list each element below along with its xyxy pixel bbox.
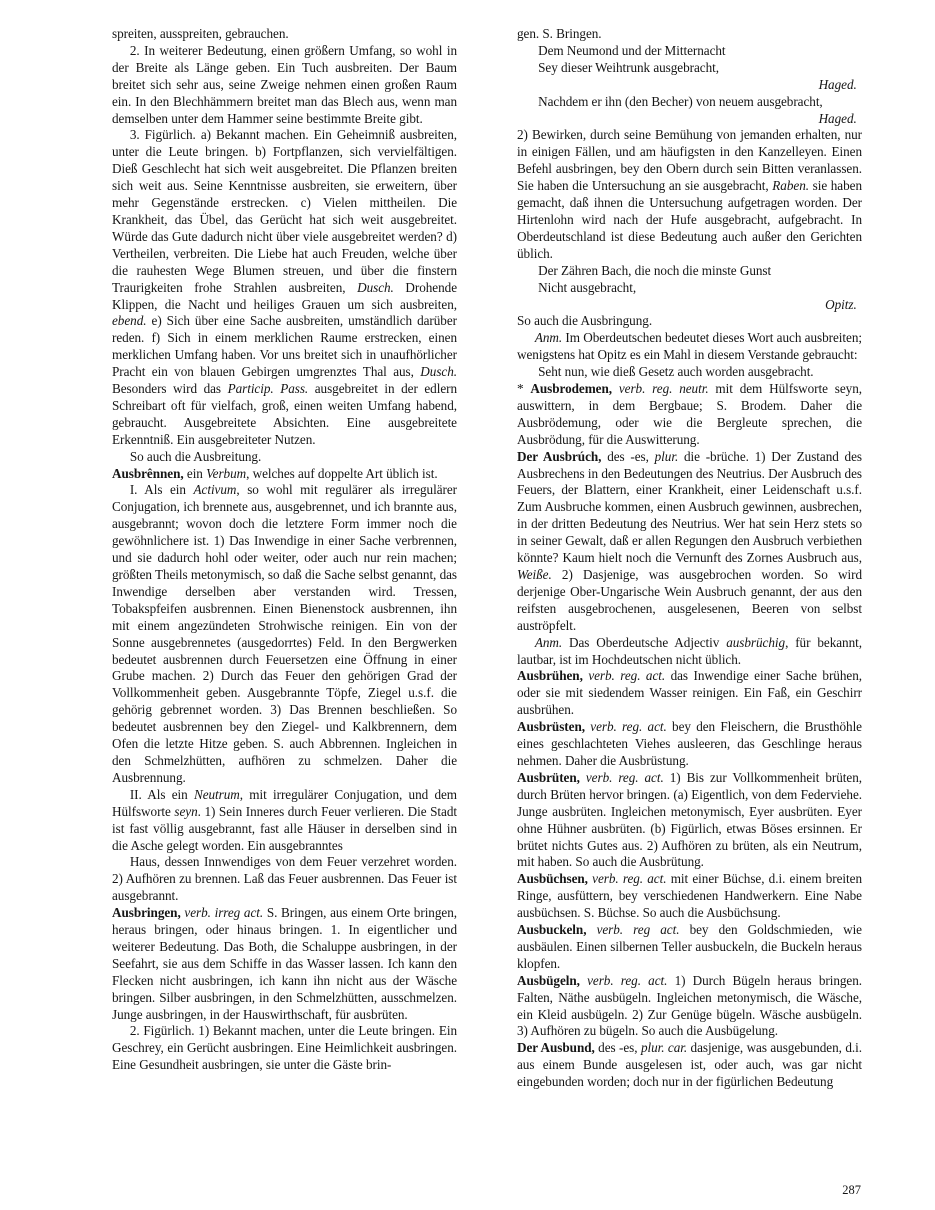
text-run: dasjenige, was ausgebunden, d.i. aus einem Bunde ausgelesen ist, oder auch, was gar nicht eingebunden worden; doch nur in der figürlichen Bedeutung [517, 1040, 862, 1090]
headword: Der Ausbund, [517, 1040, 595, 1056]
text-run: 2) Bewirken, durch seine Bemühung von jemanden erhalten, nur in einigen Fällen, und am häufigsten in den Kanzelleyen. Einen Befehl ausbringen, bey den Obern durch sein Bitten veranlassen. Sie haben die Untersuchung an sie ausgebracht, [517, 127, 862, 194]
italic-text: verb. reg act. [596, 922, 680, 938]
italic-text: Activum [193, 482, 237, 498]
text-run: Nicht ausgebracht, [538, 279, 637, 295]
text-run: Der Zähren Bach, die noch die minste Gunst [538, 262, 772, 278]
italic-text: plur. [654, 448, 679, 464]
text-run: e) Sich über eine Sache ausbreiten, umständlich darüber reden. f) Sich in einem merklichen Raume erstrecken, einen merklichen Umfang haben. Vor uns breitet sich in unaufhörlicher Pracht ein von blauen Gebirgen umgrenztes Thal aus, [112, 313, 457, 380]
italic-text: plur. car. [640, 1040, 688, 1056]
text-run: Drohende Klippen, die Nacht und heiliges Grauen um sich ausbreiten, [112, 279, 458, 312]
italic-text: Particip. Pass. [227, 381, 309, 397]
headword: Ausbrênnen, [112, 465, 184, 481]
paragraph [517, 381, 862, 449]
paragraph [112, 905, 457, 1023]
text-run [586, 922, 596, 937]
text-run: die -brüche. 1) Der Zustand des Ausbrechens in den Bedeutungen des Neutrius. Der Ausbruch des Feuers, der Blattern, einer Krankheit, einer Leidenschaft u.s.f. Zum Ausbruche kommen, einen Ausbruch gewinnen, ausbrechen, in der dritten Bedeutung des Neutrius. Wer hat sein Herz stets so in seiner Gewalt, daß er allen Regungen den Ausbruch verbiethen könnte? Kaum hielt noch die Vernunft des Zornes Ausbruch aus, [517, 448, 862, 566]
text-run: II. Als ein [129, 786, 194, 802]
headword: Ausbüchsen, [517, 871, 588, 887]
italic-text: Haged. [818, 76, 857, 92]
paragraph [517, 77, 862, 94]
italic-text: Raben. [772, 178, 809, 194]
text-run: 2. Figürlich. 1) Bekannt machen, unter die Leute bringen. Ein Geschrey, ein Gerücht ausbringen. Eine Heimlichkeit ausbringen. Eine Gesundheit ausbringen, sie unter die Gäste brin- [112, 1023, 457, 1073]
text-run: Dem Neumond und der Mitternacht [538, 42, 726, 58]
paragraph [517, 449, 862, 635]
paragraph [112, 482, 457, 786]
italic-text: verb. irreg act. [184, 905, 264, 921]
text-run: * [517, 381, 531, 397]
paragraph [517, 127, 862, 262]
paragraph [112, 787, 457, 855]
text-run: bey den Goldschmieden, wie ausbäulen. Einen silbernen Teller ausbuckeln, die Buckeln heraus klopfen. [517, 922, 862, 971]
text-run: , welches auf doppelte Art üblich ist. [246, 465, 438, 481]
paragraph [517, 60, 862, 77]
italic-text: verb. reg. act. [587, 972, 668, 988]
paragraph [517, 1040, 862, 1091]
headword: Ausbrodemen, [530, 381, 612, 397]
headword: Ausbügeln, [517, 972, 580, 988]
text-run: Haus, dessen Innwendiges von dem Feuer verzehret worden. 2) Aufhören zu brennen. Laß das Feuer ausbrennen. Das Feuer ist ausgebrannt. [112, 854, 457, 904]
headword: Ausbrüten, [517, 769, 580, 785]
text-run: 3. Figürlich. a) Bekannt machen. Ein Geheimniß ausbreiten, unter die Leute bringen. b) Fortpflanzen, sich vervielfältigen. Dieß Geschlecht hat sich weit ausgebreitet. Die Pflanzen breiten sich weit aus. Seine Kenntnisse ausbreiten, sie erweitern, über mehr Gegenstände erstrecken. c) Vielen mittheilen. Die Krankheit, das Übel, das Gerücht hat sich weit ausgebreitet. Würde das Gute dadurch nicht über viele ausgebreitet werden? d) Vertheilen, verbreiten. Die Liebe hat auch Freuden, welche über die rauhesten Wege Blumen streuen, und über die finstern Traurigkeiten frohe Strahlen ausbreiten, [112, 127, 457, 295]
text-run: des -es, [594, 1040, 641, 1056]
paragraph [517, 313, 862, 330]
paragraph [517, 635, 862, 669]
text-run: Seht nun, wie dieß Gesetz auch worden ausgebracht. [538, 364, 814, 380]
italic-text: Weiße. [517, 567, 552, 582]
paragraph [517, 330, 862, 364]
text-run: , mit irregulärer Conjugation, und dem Hülfsworte [112, 786, 457, 819]
paragraph [517, 922, 862, 973]
paragraph [517, 111, 862, 128]
text-run: So auch die Ausbringung. [517, 313, 653, 329]
text-run: 2) Dasjenige, was ausgebrochen worden. So wird derjenige Ober-Ungarische Wein Ausbruch genannt, der aus den reifsten ausgebrochenen, ausgelesenen, Beeren von selbst auströpfelt. [517, 567, 862, 633]
text-run: das Inwendige einer Sache brühen, oder sie mit siedendem Wasser reinigen. Ein Faß, ein Geschirr ausbrühen. [517, 668, 862, 718]
italic-text: Opitz. [825, 296, 857, 312]
text-run: , so wohl mit regulärer als irregulärer Conjugation, ich brennete aus, ausgebrennet, und ich brannte aus, ausgebrannt; wovon doch die letztere Form immer noch die gewöhnlichere ist. 1) Das Inwendige in einer Sache verbrennen, und sie dadurch hohl oder weiter, oder auch nur rein machen; größten Theils metonymisch, so daß die Sache selbst genannt, das Inwendige derselben aber verstanden wird. Tressen, Tobakspfeifen ausbrennen. Einen Bienenstock ausbrennen, ihn mit einem angezündeten Strohwische reinigen. Ein von der Sonne ausgebrennetes (ausgedorrtes) Feld. In den Bergwerken bedeutet ausbrennen durch Feuersetzen eine Öffnung in einer Grube machen. 2) Durch das Feuer den gehörigen Grad der Vollkommenheit geben. Ausgebrannte Töpfe, Ziegel u.s.f. die gehörig gebrennet worden. 3) Das Brennen beschließen. So bedeutet ausbrennen bey den Ziegel- und Kalkbrennern, dem Ofen die letzte Hitze geben. S. auch Abbrennen. Ingleichen in den Schmelzhütten, aufhören zu schmelzen. Daher die Ausbrennung. [112, 482, 457, 785]
headword: Ausbuckeln, [517, 922, 587, 938]
text-run: gen. S. Bringen. [517, 26, 602, 41]
italic-text: Anm. [534, 330, 563, 346]
paragraph [517, 280, 862, 297]
text-run: Das Oberdeutsche Adjectiv [562, 634, 727, 650]
page-number: 287 [842, 1183, 861, 1197]
italic-text: ebend. [112, 313, 147, 329]
paragraph [517, 94, 862, 111]
italic-text: verb. reg. act. [590, 719, 667, 735]
text-run: So auch die Ausbreitung. [129, 448, 262, 464]
text-run [612, 381, 619, 396]
paragraph [112, 854, 457, 905]
column-left [112, 26, 457, 1091]
text-run: mit einer Büchse, d.i. einem breiten Ringe, ausfüttern, bey verschiedenen Handwerkern. Eine Nabe ausbüchsen. S. Büchse. So auch die Ausbüchsung. [517, 871, 863, 921]
text-run: 1) Bis zur Vollkommenheit brüten, durch Brüten hervor bringen. (a) Eigentlich, von dem Federviehe. Junge ausbrüten. Ingleichen metonymisch, Eyer ausbrüten. Eyer ohne Hühner ausbrüten. (b) Figürlich, etwas Böses ersinnen. Er brütet nichts Gutes aus. 2) Aufhören zu brüten, als ein Neutrum, mit haben. So auch die Ausbrütung. [517, 769, 862, 870]
italic-text: verb. reg. act. [592, 871, 667, 887]
text-run: spreiten, ausspreiten, gebrauchen. [112, 26, 289, 41]
headword: Ausbringen, [112, 905, 181, 921]
italic-text: Neutrum [193, 786, 240, 802]
text-run: S. Bringen, aus einem Orte bringen, heraus bringen, oder hinaus bringen. 1. In eigentlicher und weiterer Bedeutung. Das Both, die Schaluppe ausbringen, in der Seefahrt, sie aus dem Schiffe in das Wasser lassen. Ich kann den Flecken nicht ausbringen, ich kann ihn nicht aus der Wäsche bringen. Silber ausbringen, in den Schmelzhütten, ausschmelzen. Junge ausbringen, in der Hauswirthschaft, für ausbrüten. [112, 905, 457, 1022]
paragraph [517, 871, 862, 922]
text-run: des -es, [601, 448, 655, 464]
text-run: . 1) Sein Inneres durch Feuer verlieren. Die Stadt ist fast völlig ausgebrannt, fast alle Häuser in derselben sind in die Asche gelegt worden. Ein ausgebranntes [112, 803, 457, 853]
paragraph [112, 43, 457, 128]
headword: Ausbrüsten, [517, 719, 585, 735]
italic-text: Haged. [818, 110, 857, 126]
italic-text: verb. reg. act. [588, 668, 666, 684]
paragraph [112, 1023, 457, 1074]
text-run: ausgebreitet in der edlern Schreibart oft für vielfach, groß, einen weiten Umfang habend, gebraucht. Ausgebreitete Absichten. Eine ausgebreitete Erkenntniß. Ein ausgebreiteter Nutzen. [112, 381, 458, 447]
text-run: 2. In weiterer Bedeutung, einen größern Umfang, so wohl in der Breite als Länge geben. Ein Tuch ausbreiten. Der Baum breitet sich sehr aus, seine Zweige nehmen einen großen Raum ein. In den Blechhämmern breitet man das Blech aus, wenn man demselben unter dem Hammer seine bestimmte Breite gibt. [112, 42, 457, 126]
paragraph [517, 297, 862, 314]
text-run: mit dem Hülfsworte seyn, auswittern, in dem Bergbaue; S. Brodem. Daher die Ausbrödemung, oder wie die Bergleute sprechen, die Ausbrödung, für die Auswitterung. [517, 381, 863, 447]
paragraph [517, 719, 862, 770]
paragraph [112, 466, 457, 483]
paragraph [112, 26, 457, 43]
text-run: Im Oberdeutschen bedeutet dieses Wort auch ausbreiten; wenigstens hat Opitz es ein Mahl in diesem Verstande gebraucht: [517, 330, 862, 363]
italic-text: ausbrüchig [726, 634, 786, 650]
text-run: sie haben gemacht, daß ihnen die Untersuchung aufgetragen worden. Der Hirtenlohn wird nach der Hufe ausgebracht, aufgebracht. In Oberdeutschland ist diese Bedeutung auch außer den Gerichten üblich. [517, 178, 863, 261]
paragraph [517, 364, 862, 381]
italic-text: Dusch. [420, 364, 457, 380]
text-run: Nachdem er ihn (den Becher) von neuem ausgebracht, [538, 93, 823, 109]
italic-text: verb. reg. neutr. [618, 381, 709, 397]
text-run: I. Als ein [129, 482, 194, 498]
paragraph [112, 449, 457, 466]
paragraph [112, 127, 457, 448]
text-run: ein [183, 465, 207, 481]
paragraph [517, 263, 862, 280]
text-columns [112, 26, 862, 1091]
text-run: 1) Durch Bügeln heraus bringen. Falten, Näthe ausbügeln. Ingleichen metonymisch, die Wäsche, ein Kleid ausbügeln. 2) Zur Genüge bügeln. Wäsche ausbügeln. 3) Aufhören zu bügeln. So auch die Ausbügelung. [517, 972, 863, 1039]
paragraph [517, 26, 862, 43]
italic-text: seyn [174, 803, 198, 819]
text-run: bey den Fleischern, die Brusthöhle eines geschlachteten Viehes ausleeren, das Geschlinge heraus nehmen. Daher die Ausbrüstung. [517, 719, 862, 768]
column-right [517, 26, 862, 1091]
text-run: Sey dieser Weihtrunk ausgebracht, [538, 59, 719, 75]
paragraph [517, 668, 862, 719]
paragraph [517, 973, 862, 1041]
text-run: , für bekannt, lautbar, ist im Hochdeutschen nicht üblich. [517, 634, 862, 667]
paragraph [517, 770, 862, 871]
italic-text: verb. reg. act. [585, 769, 664, 785]
text-run: Besonders wird das [112, 381, 228, 397]
paragraph [517, 43, 862, 60]
italic-text: Anm. [534, 634, 563, 650]
italic-text: Verbum [206, 465, 247, 481]
headword: Der Ausbrúch, [517, 448, 602, 464]
italic-text: Dusch. [357, 279, 394, 295]
headword: Ausbrühen, [517, 668, 583, 684]
